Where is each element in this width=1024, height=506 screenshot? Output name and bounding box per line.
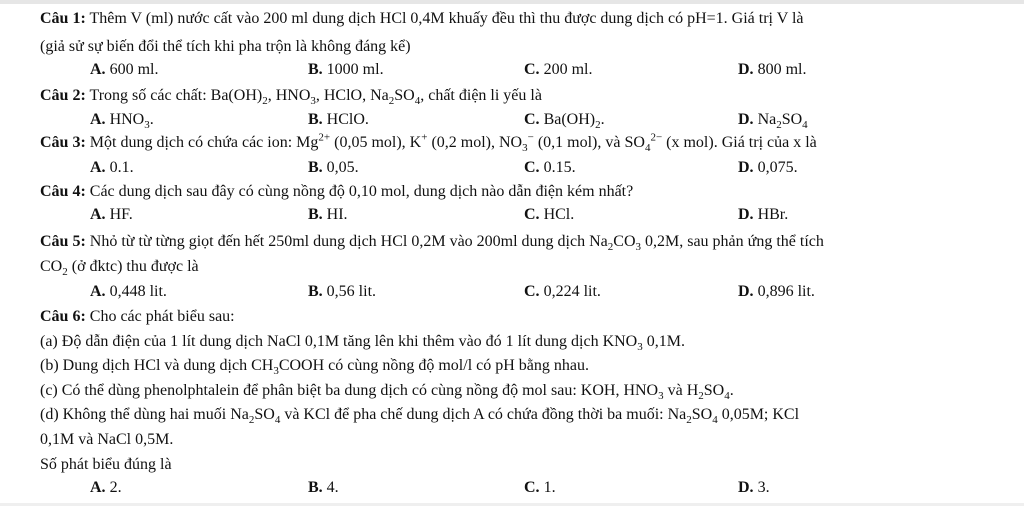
q5-stem-line1 — [40, 232, 824, 252]
q6-statement-d-cont: 0,1M và NaCl 0,5M. — [40, 431, 174, 448]
option-letter: D. — [738, 61, 754, 78]
statement-text: . — [729, 382, 734, 399]
statement-text: và KCl để pha chế dung dịch A có chứa đồng thời ba muối: Na — [280, 406, 687, 423]
q5-option-c[interactable] — [524, 282, 601, 302]
statement-text: SO — [703, 382, 725, 399]
q3-text: (0,05 mol), K — [330, 134, 422, 151]
option-text: SO — [781, 111, 803, 128]
q5-label: Câu 5: — [40, 233, 86, 250]
option-letter: A. — [90, 479, 106, 496]
option-text: HF. — [105, 206, 133, 223]
q1-options — [0, 60, 1024, 80]
option-letter: D. — [738, 111, 754, 128]
q5-text: 0,2M, sau phản ứng thể tích — [641, 233, 824, 250]
q4-label: Câu 4: — [40, 183, 86, 200]
option-text: 1000 ml. — [322, 61, 384, 78]
q6-option-b[interactable] — [308, 478, 339, 498]
q4-option-b[interactable] — [308, 205, 348, 225]
subscript: 3 — [658, 390, 664, 403]
subscript: 2 — [62, 266, 68, 279]
q6-options — [0, 478, 1024, 498]
subscript: 2 — [388, 95, 395, 108]
superscript: 2+ — [318, 131, 331, 144]
statement-text: (b) Dung dịch HCl và dung dịch CH — [40, 357, 274, 374]
option-text: 800 ml. — [753, 61, 807, 78]
statement-text: SO — [691, 406, 713, 423]
q2-text: SO — [394, 87, 415, 104]
superscript: 2− — [650, 131, 663, 144]
option-text: HCl. — [539, 206, 575, 223]
statement-text: và H — [663, 382, 699, 399]
q3-options — [0, 158, 1024, 178]
q2-text: , chất điện li yếu là — [420, 87, 542, 104]
option-text: 0,896 lit. — [753, 283, 815, 300]
q1-option-c[interactable] — [524, 60, 592, 80]
option-text: 600 ml. — [105, 61, 159, 78]
q4-text: Các dung dịch sau đây có cùng nồng độ 0,10 mol, dung dịch nào dẫn điện kém nhất? — [85, 183, 634, 200]
option-text: 200 ml. — [539, 61, 593, 78]
q5-text: CO — [40, 258, 63, 275]
q2-option-a[interactable] — [90, 110, 154, 130]
option-text: 0,56 lit. — [322, 283, 377, 300]
q1-stem-line1 — [40, 9, 804, 29]
q3-text: (x mol). Giá trị của x là — [662, 134, 817, 151]
q5-option-d[interactable] — [738, 282, 815, 302]
q3-option-b[interactable] — [308, 158, 359, 178]
option-letter: A. — [90, 111, 106, 128]
option-letter: D. — [738, 159, 754, 176]
q2-option-c[interactable] — [524, 110, 605, 130]
q3-option-d[interactable] — [738, 158, 798, 178]
option-text: 4. — [322, 479, 339, 496]
q6-statement-b — [40, 356, 589, 376]
subscript: 3 — [310, 95, 316, 108]
q6-statement-d — [40, 405, 799, 425]
q2-text: , HNO — [267, 87, 311, 104]
q2-stem — [40, 86, 542, 106]
option-letter: B. — [308, 159, 323, 176]
subscript: 4 — [274, 414, 281, 427]
subscript: 4 — [712, 414, 718, 427]
q4-option-d[interactable] — [738, 205, 788, 225]
q5-stem-line2 — [40, 257, 199, 277]
subscript: 2 — [686, 414, 692, 427]
q6-label: Câu 6: — [40, 308, 86, 325]
subscript: 4 — [414, 95, 421, 108]
q1-option-a[interactable] — [90, 60, 158, 80]
option-letter: B. — [308, 479, 323, 496]
option-text: HI. — [322, 206, 348, 223]
q2-text: Trong số các chất: Ba(OH) — [85, 87, 263, 104]
q3-stem — [40, 133, 817, 153]
option-text: Ba(OH) — [539, 111, 596, 128]
statement-text: (a) Độ dẫn điện của 1 lít dung dịch NaCl 0,1M tăng lên khi thêm vào đó 1 lít dung dịch KNO — [40, 333, 638, 350]
q5-option-a[interactable] — [90, 282, 167, 302]
q2-option-b[interactable] — [308, 110, 369, 130]
q5-options — [0, 282, 1024, 302]
option-letter: D. — [738, 206, 754, 223]
superscript: + — [421, 131, 428, 144]
subscript: 3 — [144, 119, 150, 132]
top-edge — [0, 0, 1024, 4]
option-letter: A. — [90, 159, 106, 176]
q5-text: (ở đktc) thu được là — [67, 258, 199, 275]
q1-label: Câu 1: — [40, 10, 86, 27]
subscript: 2 — [698, 390, 704, 403]
subscript: 2 — [776, 119, 782, 132]
q2-text: , HClO, Na — [315, 87, 389, 104]
option-text: 0.15. — [539, 159, 576, 176]
option-text: HNO — [105, 111, 145, 128]
q5-text: CO — [613, 233, 636, 250]
subscript: 3 — [522, 142, 528, 155]
subscript: 2 — [595, 119, 601, 132]
q1-text: Thêm V (ml) nước cất vào 200 ml dung dịch HCl 0,4M khuấy đều thì thu được dung dịch có pH=1. Giá trị V là — [85, 10, 804, 27]
option-letter: C. — [524, 111, 540, 128]
subscript: 2 — [248, 414, 255, 427]
q4-stem — [40, 182, 633, 202]
option-text: . — [600, 111, 605, 128]
option-text: 2. — [105, 479, 122, 496]
statement-text: COOH có cùng nồng độ mol/l có pH bằng nhau. — [278, 357, 589, 374]
option-text: 0,448 lit. — [105, 283, 167, 300]
subscript: 3 — [273, 365, 279, 378]
option-letter: B. — [308, 61, 323, 78]
statement-text: SO — [254, 406, 275, 423]
subscript: 4 — [802, 119, 808, 132]
q2-label: Câu 2: — [40, 87, 86, 104]
q3-option-c[interactable] — [524, 158, 576, 178]
subscript: 2 — [262, 95, 268, 108]
q6-option-a[interactable] — [90, 478, 122, 498]
q5-text: Nhỏ từ từ từng giọt đến hết 250ml dung dịch HCl 0,2M vào 200ml dung dịch Na — [85, 233, 608, 250]
option-text: 1. — [539, 479, 556, 496]
q6-option-c[interactable] — [524, 478, 556, 498]
option-letter: D. — [738, 283, 754, 300]
superscript: − — [527, 131, 534, 144]
statement-text: 0,05M; KCl — [717, 406, 800, 423]
subscript: 4 — [644, 142, 651, 155]
option-text: HClO. — [322, 111, 369, 128]
option-text: . — [149, 111, 154, 128]
option-letter: B. — [308, 283, 323, 300]
option-letter: C. — [524, 206, 540, 223]
q4-option-a[interactable] — [90, 205, 133, 225]
q1-option-d[interactable] — [738, 60, 806, 80]
q6-statement-a — [40, 332, 685, 352]
subscript: 3 — [637, 341, 643, 354]
q6-stem — [40, 307, 235, 327]
subscript: 2 — [607, 241, 614, 254]
option-letter: B. — [308, 111, 323, 128]
q3-text: (0,1 mol), và SO — [533, 134, 645, 151]
statement-text: (c) Có thể dùng phenolphtalein để phân biệt ba dung dịch có cùng nồng độ mol sau: KOH, HNO — [40, 382, 659, 399]
option-letter: B. — [308, 206, 323, 223]
option-letter: C. — [524, 61, 540, 78]
option-letter: C. — [524, 159, 540, 176]
option-letter: D. — [738, 479, 754, 496]
option-text: 0,224 lit. — [539, 283, 601, 300]
option-text: 0,05. — [322, 159, 359, 176]
q6-summary: Số phát biểu đúng là — [40, 456, 172, 473]
q3-label: Câu 3: — [40, 134, 86, 151]
option-letter: C. — [524, 283, 540, 300]
q4-options — [0, 205, 1024, 225]
subscript: 3 — [635, 241, 641, 254]
q6-option-d[interactable] — [738, 478, 770, 498]
statement-text: (d) Không thể dùng hai muối Na — [40, 406, 249, 423]
option-text: 0,075. — [753, 159, 798, 176]
q3-text: Một dung dịch có chứa các ion: Mg — [85, 134, 319, 151]
option-text: Na — [753, 111, 777, 128]
option-letter: A. — [90, 61, 106, 78]
q5-option-b[interactable] — [308, 282, 376, 302]
q2-options — [0, 110, 1024, 130]
q1-stem-line2: (giả sử sự biến đổi thể tích khi pha trộn là không đáng kể) — [40, 38, 411, 55]
q2-option-d[interactable] — [738, 110, 808, 130]
subscript: 4 — [724, 390, 730, 403]
option-text: 3. — [753, 479, 770, 496]
option-text: 0.1. — [105, 159, 134, 176]
option-letter: C. — [524, 479, 540, 496]
option-text: HBr. — [753, 206, 789, 223]
option-letter: A. — [90, 283, 106, 300]
q3-option-a[interactable] — [90, 158, 134, 178]
q4-option-c[interactable] — [524, 205, 574, 225]
option-letter: A. — [90, 206, 106, 223]
q6-statement-c — [40, 381, 734, 401]
q6-text: Cho các phát biểu sau: — [85, 308, 235, 325]
q1-option-b[interactable] — [308, 60, 384, 80]
statement-text: 0,1M. — [642, 333, 685, 350]
q3-text: (0,2 mol), NO — [427, 134, 523, 151]
